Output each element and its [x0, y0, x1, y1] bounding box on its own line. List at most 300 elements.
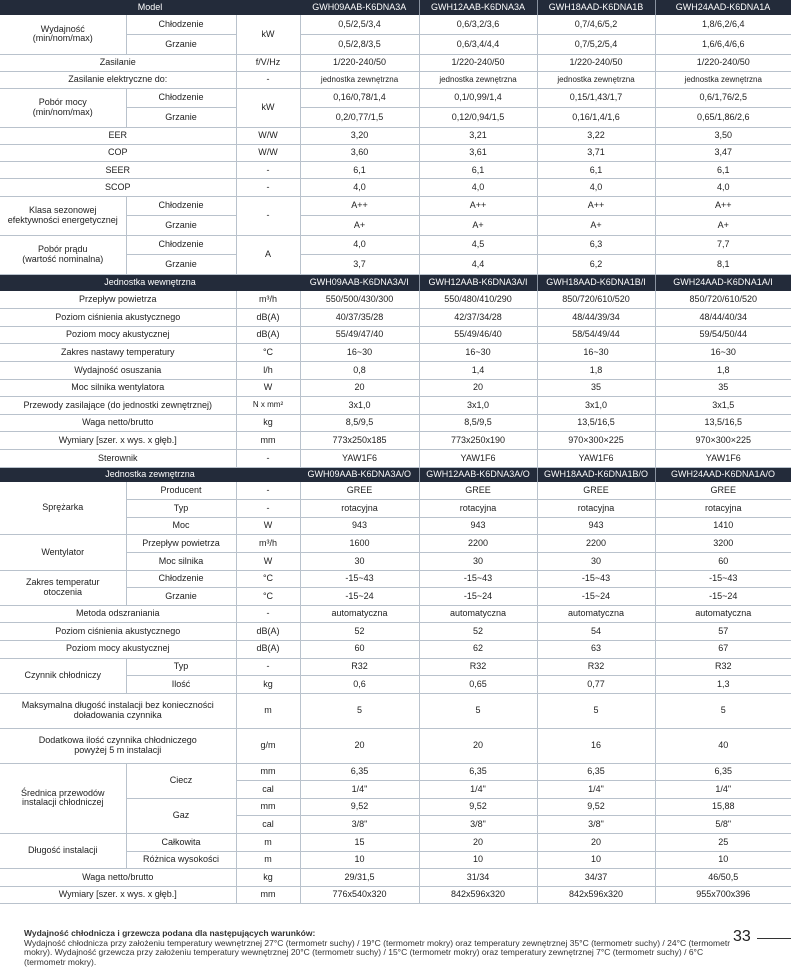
unit-cell: dB(A) [236, 309, 300, 327]
value-cell: A++ [655, 196, 791, 216]
sub-label: Typ [126, 658, 236, 676]
value-cell: 970×300×225 [537, 432, 655, 450]
value-cell: 35 [537, 379, 655, 397]
unit-cell: mm [236, 432, 300, 450]
unit-cell: - [236, 162, 300, 179]
value-cell: 0,6/3,4/4,4 [419, 35, 537, 55]
value-cell: 850/720/610/520 [537, 291, 655, 309]
value-cell: 1/4" [300, 781, 419, 799]
value-cell: 0,15/1,43/1,7 [537, 88, 655, 108]
value-cell: 3x1,0 [300, 397, 419, 415]
value-cell: 0,65/1,86/2,6 [655, 108, 791, 128]
value-cell: 6,1 [655, 162, 791, 179]
value-cell: 3,71 [537, 145, 655, 162]
value-cell: 6,35 [655, 763, 791, 781]
value-cell: GREE [419, 482, 537, 500]
unit-cell: - [236, 658, 300, 676]
value-cell: -15~43 [300, 570, 419, 588]
row-label: Waga netto/brutto [0, 869, 236, 887]
value-cell: A+ [655, 216, 791, 236]
value-cell: 20 [419, 379, 537, 397]
unit-cell: - [236, 71, 300, 88]
spec-row [0, 763, 791, 781]
unit-cell: A [236, 235, 300, 274]
spec-row [0, 127, 791, 144]
sub-label: Chłodzenie [126, 15, 236, 35]
value-cell: 6,1 [537, 162, 655, 179]
unit-cell: mm [236, 886, 300, 904]
value-cell: 3,61 [419, 145, 537, 162]
model-name-cell: GWH18AAD-K6DNA1B/I [537, 274, 655, 291]
value-cell: 16~30 [655, 344, 791, 362]
value-cell: 48/44/40/34 [655, 309, 791, 327]
sub-label: Chłodzenie [126, 88, 236, 108]
value-cell: 55/49/47/40 [300, 326, 419, 344]
value-cell: -15~43 [655, 570, 791, 588]
spec-row [0, 15, 791, 35]
spec-row [0, 88, 791, 108]
unit-cell: f/V/Hz [236, 54, 300, 71]
unit-cell: dB(A) [236, 640, 300, 658]
value-cell: 6,1 [300, 162, 419, 179]
sub-label: Grzanie [126, 108, 236, 128]
value-cell: -15~24 [537, 588, 655, 606]
value-cell: 0,12/0,94/1,5 [419, 108, 537, 128]
unit-cell: kg [236, 414, 300, 432]
unit-cell: cal [236, 781, 300, 799]
value-cell: A+ [419, 216, 537, 236]
value-cell: 16~30 [419, 344, 537, 362]
value-cell: 3x1,0 [419, 397, 537, 415]
value-cell: 20 [537, 834, 655, 852]
value-cell: 16~30 [300, 344, 419, 362]
value-cell: 8,5/9,5 [300, 414, 419, 432]
value-cell: 3/8" [419, 816, 537, 834]
sub-label: Chłodzenie [126, 235, 236, 255]
unit-cell: N x mm² [236, 397, 300, 415]
value-cell: 0,6/1,76/2,5 [655, 88, 791, 108]
value-cell: 6,2 [537, 255, 655, 275]
spec-row [0, 869, 791, 887]
sub-label: Chłodzenie [126, 570, 236, 588]
value-cell: 48/44/39/34 [537, 309, 655, 327]
spec-row [0, 728, 791, 763]
value-cell: 0,16/1,4/1,6 [537, 108, 655, 128]
page-number-rule [757, 938, 791, 939]
value-cell: 20 [419, 728, 537, 763]
value-cell: 67 [655, 640, 791, 658]
unit-cell: W/W [236, 145, 300, 162]
value-cell: 1,8 [537, 362, 655, 380]
row-label: Dodatkowa ilość czynnika chłodniczego powyżej 5 m instalacji [0, 728, 236, 763]
value-cell: 1,3 [655, 676, 791, 694]
value-cell: 4,0 [537, 179, 655, 196]
value-cell: 5 [537, 693, 655, 728]
spec-row [0, 54, 791, 71]
value-cell: automatyczna [655, 605, 791, 623]
value-cell: 550/480/410/290 [419, 291, 537, 309]
value-cell: jednostka zewnętrzna [300, 71, 419, 88]
value-cell: 3/8" [537, 816, 655, 834]
group-label: Wydajność (min/nom/max) [0, 15, 126, 54]
value-cell: 62 [419, 640, 537, 658]
sub-label: Grzanie [126, 35, 236, 55]
value-cell: rotacyjna [655, 500, 791, 518]
value-cell: A++ [419, 196, 537, 216]
value-cell: 3,22 [537, 127, 655, 144]
unit-cell: - [236, 500, 300, 518]
row-label: Poziom mocy akustycznej [0, 326, 236, 344]
value-cell: 20 [300, 728, 419, 763]
row-label: Zasilanie [0, 54, 236, 71]
spec-row [0, 834, 791, 852]
value-cell: 52 [300, 623, 419, 641]
spec-row [0, 291, 791, 309]
unit-cell: m [236, 851, 300, 869]
value-cell: -15~43 [537, 570, 655, 588]
value-cell: 0,77 [537, 676, 655, 694]
value-cell: 29/31,5 [300, 869, 419, 887]
value-cell: 55/49/46/40 [419, 326, 537, 344]
sub-label: Grzanie [126, 255, 236, 275]
spec-row [0, 482, 791, 500]
value-cell: 4,0 [655, 179, 791, 196]
footnote-text: Wydajność chłodnicza przy założeniu temperatury wewnętrznej 27°C (termometr suchy) / 19°C (termometr mokry) oraz temperatury zewnętrznej 35°C (termometr suchy) / 24°C (termometr mokry). Wydajność grzewcza przy założeniu temperatury wewnętrznej 20°C (termometr suchy) / 15°C (termometr mokry) oraz temperatury zewnętrznej 7°C (termometr suchy) / 6°C (termometr mokry). [24, 937, 731, 967]
section-title: Model [0, 0, 300, 15]
spec-row [0, 605, 791, 623]
value-cell: GREE [300, 482, 419, 500]
spec-row [0, 535, 791, 553]
spec-row [0, 414, 791, 432]
value-cell: 3x1,0 [537, 397, 655, 415]
unit-cell: kg [236, 676, 300, 694]
value-cell: 5 [419, 693, 537, 728]
group-label: Wentylator [0, 535, 126, 570]
unit-cell: - [236, 449, 300, 467]
value-cell: 10 [300, 851, 419, 869]
footnote-title: Wydajność chłodnicza i grzewcza podana dla następujących warunków: [24, 928, 316, 938]
value-cell: 0,8 [300, 362, 419, 380]
section-title: Jednostka zewnętrzna [0, 467, 300, 482]
sub-label: Moc [126, 517, 236, 535]
value-cell: 10 [655, 851, 791, 869]
spec-row [0, 658, 791, 676]
row-label: COP [0, 145, 236, 162]
spec-row [0, 196, 791, 216]
value-cell: -15~24 [300, 588, 419, 606]
value-cell: 3,20 [300, 127, 419, 144]
value-cell: 58/54/49/44 [537, 326, 655, 344]
value-cell: 16~30 [537, 344, 655, 362]
value-cell: 955x700x396 [655, 886, 791, 904]
unit-cell: m³/h [236, 291, 300, 309]
unit-cell: dB(A) [236, 623, 300, 641]
value-cell: 0,1/0,99/1,4 [419, 88, 537, 108]
unit-cell: mm [236, 798, 300, 816]
value-cell: 15,88 [655, 798, 791, 816]
value-cell: A+ [537, 216, 655, 236]
unit-cell: - [236, 605, 300, 623]
unit-cell: kW [236, 88, 300, 127]
group-label: Klasa sezonowej efektywności energetycznej [0, 196, 126, 235]
unit-cell: g/m [236, 728, 300, 763]
spec-row [0, 449, 791, 467]
value-cell: 0,6 [300, 676, 419, 694]
sub-label: Przepływ powietrza [126, 535, 236, 553]
row-label: SCOP [0, 179, 236, 196]
value-cell: 60 [655, 552, 791, 570]
value-cell: 6,3 [537, 235, 655, 255]
value-cell: rotacyjna [537, 500, 655, 518]
value-cell: 0,7/5,2/5,4 [537, 35, 655, 55]
value-cell: 943 [419, 517, 537, 535]
row-label: Waga netto/brutto [0, 414, 236, 432]
sub-label: Typ [126, 500, 236, 518]
value-cell: R32 [655, 658, 791, 676]
value-cell: YAW1F6 [655, 449, 791, 467]
value-cell: 5/8" [655, 816, 791, 834]
value-cell: 0,2/0,77/1,5 [300, 108, 419, 128]
unit-cell: m³/h [236, 535, 300, 553]
value-cell: 9,52 [300, 798, 419, 816]
value-cell: 60 [300, 640, 419, 658]
unit-cell: °C [236, 588, 300, 606]
value-cell: 1/220-240/50 [300, 54, 419, 71]
value-cell: 4,0 [300, 235, 419, 255]
value-cell: 776x540x320 [300, 886, 419, 904]
value-cell: 1/4" [537, 781, 655, 799]
conditions-footnote [24, 929, 744, 967]
spec-row [0, 145, 791, 162]
spec-row [0, 179, 791, 196]
value-cell: automatyczna [300, 605, 419, 623]
group-label: Pobór mocy (min/nom/max) [0, 88, 126, 127]
model-name-cell: GWH18AAD-K6DNA1B [537, 0, 655, 15]
value-cell: 6,35 [537, 763, 655, 781]
value-cell: 773x250x190 [419, 432, 537, 450]
value-cell: 1,8/6,2/6,4 [655, 15, 791, 35]
row-label: EER [0, 127, 236, 144]
row-label: Przepływ powietrza [0, 291, 236, 309]
group-label: Długość instalacji [0, 834, 126, 869]
value-cell: 5 [655, 693, 791, 728]
value-cell: -15~24 [655, 588, 791, 606]
value-cell: 3,7 [300, 255, 419, 275]
value-cell: 970×300×225 [655, 432, 791, 450]
page-number: 33 [733, 928, 751, 945]
value-cell: 3/8" [300, 816, 419, 834]
spec-row [0, 326, 791, 344]
value-cell: 4,5 [419, 235, 537, 255]
value-cell: 35 [655, 379, 791, 397]
value-cell: 9,52 [537, 798, 655, 816]
model-name-cell: GWH24AAD-K6DNA1A/O [655, 467, 791, 482]
value-cell: 842x596x320 [419, 886, 537, 904]
model-name-cell: GWH09AAB-K6DNA3A/I [300, 274, 419, 291]
spec-row [0, 379, 791, 397]
sub-label: Gaz [126, 798, 236, 833]
spec-row [0, 309, 791, 327]
value-cell: 20 [419, 834, 537, 852]
value-cell: 40/37/35/28 [300, 309, 419, 327]
value-cell: 15 [300, 834, 419, 852]
section-header [0, 467, 791, 482]
value-cell: 54 [537, 623, 655, 641]
spec-row [0, 162, 791, 179]
value-cell: 4,0 [300, 179, 419, 196]
model-name-cell: GWH12AAB-K6DNA3A/O [419, 467, 537, 482]
unit-cell: dB(A) [236, 326, 300, 344]
row-label: Poziom mocy akustycznej [0, 640, 236, 658]
spec-row [0, 344, 791, 362]
unit-cell: °C [236, 570, 300, 588]
value-cell: 943 [537, 517, 655, 535]
sub-label: Ilość [126, 676, 236, 694]
unit-cell: W [236, 517, 300, 535]
value-cell: YAW1F6 [300, 449, 419, 467]
value-cell: 1/4" [655, 781, 791, 799]
row-label: Wymiary [szer. x wys. x głęb.] [0, 432, 236, 450]
value-cell: 1,4 [419, 362, 537, 380]
unit-cell: kW [236, 15, 300, 54]
row-label: Maksymalna długość instalacji bez konieczności doładowania czynnika [0, 693, 236, 728]
model-name-cell: GWH12AAB-K6DNA3A [419, 0, 537, 15]
value-cell: 5 [300, 693, 419, 728]
value-cell: 13,5/16,5 [655, 414, 791, 432]
row-label: Zasilanie elektryczne do: [0, 71, 236, 88]
value-cell: rotacyjna [300, 500, 419, 518]
model-name-cell: GWH09AAB-K6DNA3A/O [300, 467, 419, 482]
unit-cell: kg [236, 869, 300, 887]
model-name-cell: GWH18AAD-K6DNA1B/O [537, 467, 655, 482]
value-cell: 842x596x320 [537, 886, 655, 904]
value-cell: R32 [300, 658, 419, 676]
row-label: SEER [0, 162, 236, 179]
spec-row [0, 693, 791, 728]
value-cell: 20 [300, 379, 419, 397]
value-cell: 1/220-240/50 [419, 54, 537, 71]
row-label: Wydajność osuszania [0, 362, 236, 380]
value-cell: YAW1F6 [537, 449, 655, 467]
value-cell: GREE [537, 482, 655, 500]
sub-label: Całkowita [126, 834, 236, 852]
unit-cell: mm [236, 763, 300, 781]
value-cell: 7,7 [655, 235, 791, 255]
value-cell: 1/4" [419, 781, 537, 799]
value-cell: 2200 [537, 535, 655, 553]
value-cell: 2200 [419, 535, 537, 553]
value-cell: 6,35 [300, 763, 419, 781]
value-cell: 0,6/3,2/3,6 [419, 15, 537, 35]
section-header [0, 274, 791, 291]
value-cell: 3,60 [300, 145, 419, 162]
value-cell: R32 [419, 658, 537, 676]
spec-row [0, 235, 791, 255]
value-cell: 40 [655, 728, 791, 763]
value-cell: 1600 [300, 535, 419, 553]
value-cell: 550/500/430/300 [300, 291, 419, 309]
value-cell: 34/37 [537, 869, 655, 887]
unit-cell: m [236, 693, 300, 728]
unit-cell: °C [236, 344, 300, 362]
value-cell: 46/50,5 [655, 869, 791, 887]
value-cell: 0,5/2,5/3,4 [300, 15, 419, 35]
row-label: Sterownik [0, 449, 236, 467]
value-cell: 42/37/34/28 [419, 309, 537, 327]
model-name-cell: GWH12AAB-K6DNA3A/I [419, 274, 537, 291]
value-cell: 8,1 [655, 255, 791, 275]
value-cell: 30 [300, 552, 419, 570]
row-label: Zakres nastawy temperatury [0, 344, 236, 362]
spec-row [0, 397, 791, 415]
value-cell: 3,21 [419, 127, 537, 144]
value-cell: -15~24 [419, 588, 537, 606]
value-cell: jednostka zewnętrzna [419, 71, 537, 88]
value-cell: 59/54/50/44 [655, 326, 791, 344]
value-cell: 850/720/610/520 [655, 291, 791, 309]
model-name-cell: GWH09AAB-K6DNA3A [300, 0, 419, 15]
value-cell: 3,50 [655, 127, 791, 144]
row-label: Przewody zasilające (do jednostki zewnętrznej) [0, 397, 236, 415]
sub-label: Producent [126, 482, 236, 500]
value-cell: 0,7/4,6/5,2 [537, 15, 655, 35]
sub-label: Grzanie [126, 588, 236, 606]
row-label: Moc silnika wentylatora [0, 379, 236, 397]
sub-label: Chłodzenie [126, 196, 236, 216]
group-label: Pobór prądu (wartość nominalna) [0, 235, 126, 274]
unit-cell: - [236, 482, 300, 500]
value-cell: 10 [419, 851, 537, 869]
value-cell: 30 [537, 552, 655, 570]
sub-label: Grzanie [126, 216, 236, 236]
value-cell: 0,5/2,8/3,5 [300, 35, 419, 55]
value-cell: 6,35 [419, 763, 537, 781]
value-cell: 10 [537, 851, 655, 869]
spec-row [0, 623, 791, 641]
unit-cell: m [236, 834, 300, 852]
sub-label: Różnica wysokości [126, 851, 236, 869]
value-cell: rotacyjna [419, 500, 537, 518]
row-label: Poziom ciśnienia akustycznego [0, 309, 236, 327]
value-cell: automatyczna [537, 605, 655, 623]
value-cell: 25 [655, 834, 791, 852]
unit-cell: W [236, 552, 300, 570]
row-label: Poziom ciśnienia akustycznego [0, 623, 236, 641]
unit-cell: cal [236, 816, 300, 834]
sub-label: Ciecz [126, 763, 236, 798]
spec-row [0, 71, 791, 88]
value-cell: 16 [537, 728, 655, 763]
value-cell: A++ [537, 196, 655, 216]
model-name-cell: GWH24AAD-K6DNA1A/I [655, 274, 791, 291]
value-cell: 30 [419, 552, 537, 570]
row-label: Metoda odszraniania [0, 605, 236, 623]
value-cell: automatyczna [419, 605, 537, 623]
spec-row [0, 886, 791, 904]
value-cell: 9,52 [419, 798, 537, 816]
value-cell: A+ [300, 216, 419, 236]
spec-row [0, 570, 791, 588]
section-header [0, 0, 791, 15]
unit-cell: - [236, 196, 300, 235]
value-cell: 943 [300, 517, 419, 535]
group-label: Średnica przewodów instalacji chłodniczej [0, 763, 126, 833]
value-cell: 63 [537, 640, 655, 658]
value-cell: 52 [419, 623, 537, 641]
sub-label: Moc silnika [126, 552, 236, 570]
value-cell: jednostka zewnętrzna [655, 71, 791, 88]
value-cell: 3200 [655, 535, 791, 553]
